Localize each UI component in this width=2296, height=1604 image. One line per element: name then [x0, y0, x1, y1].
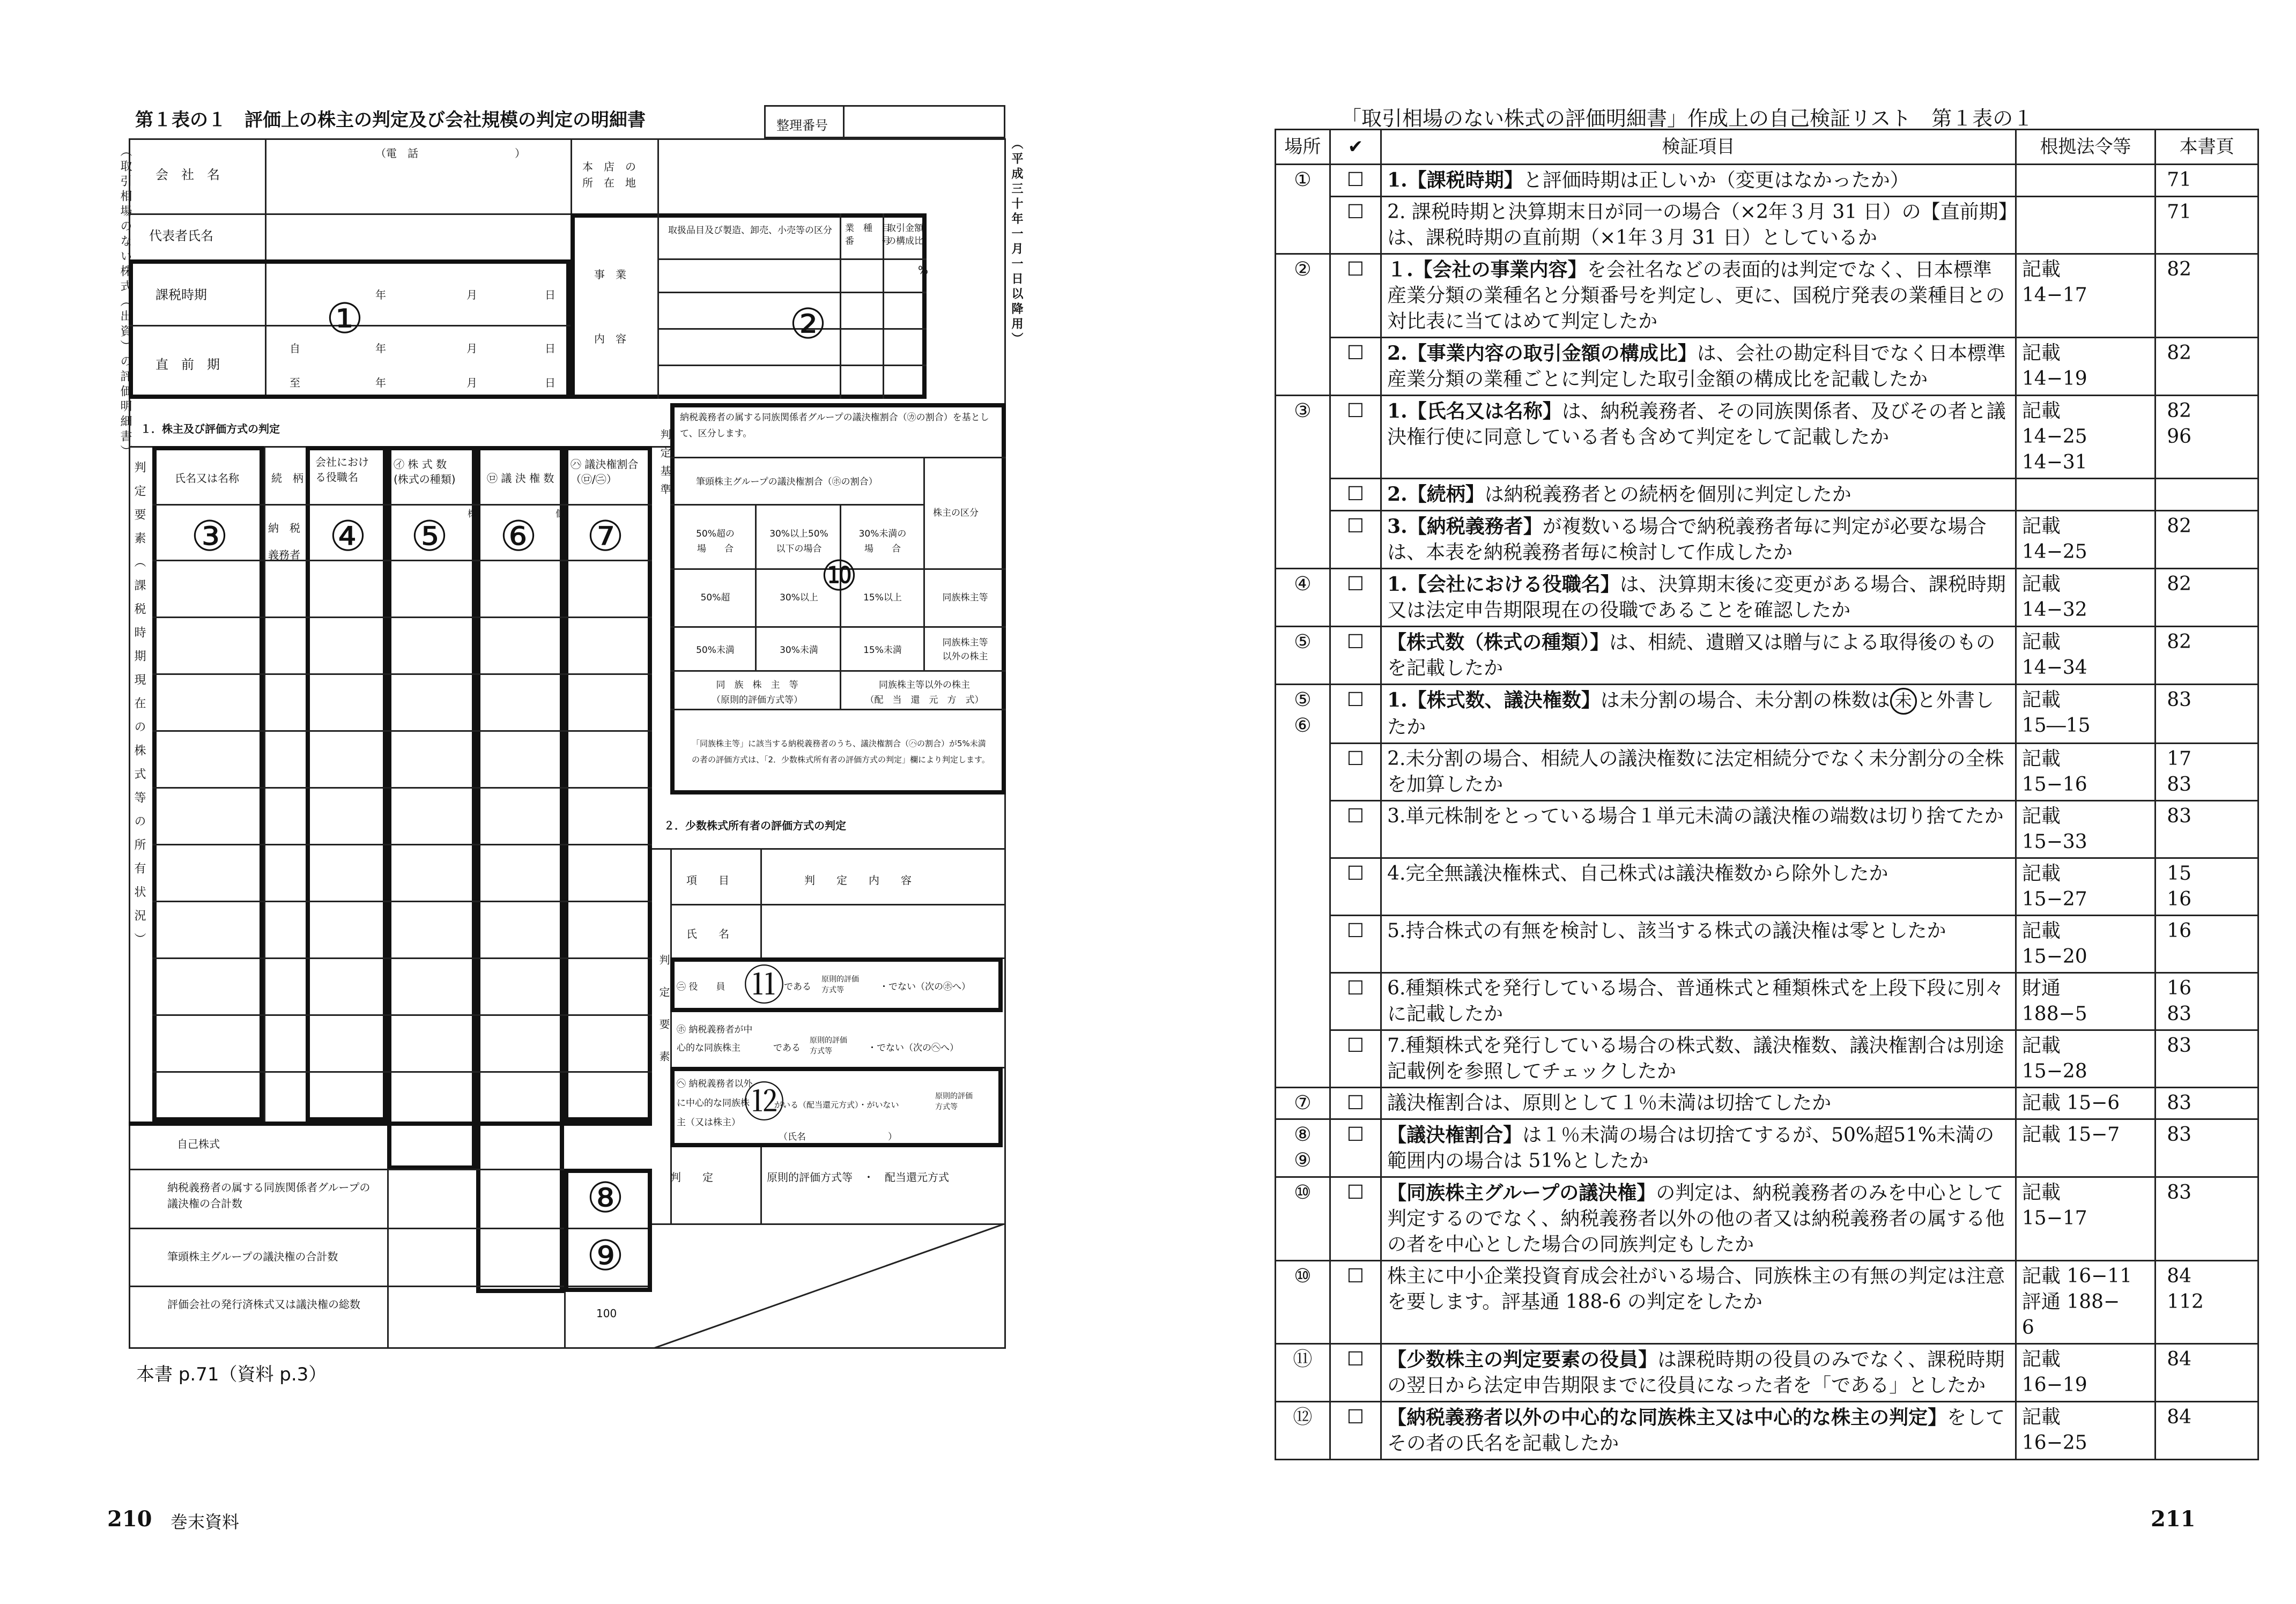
- item-text: は、決算期末後に変更がある場合、課税時期又は法定申告期限現在の役職であることを確認したか: [1387, 574, 2006, 621]
- check-item: [1381, 396, 2016, 479]
- law-reference: 記載 15−7: [2016, 1119, 2155, 1177]
- check-cell: [1330, 479, 1381, 511]
- to-label: 至: [290, 376, 300, 389]
- taxpayer-label: 納 税 義務者: [268, 522, 300, 561]
- checklist-row: [1276, 1030, 2258, 1088]
- item-keyword: 【議決権割合】: [1387, 1124, 1523, 1146]
- ratio-r2-c3: 15%未満: [863, 645, 902, 656]
- col-relation-header: 続 柄: [271, 472, 303, 485]
- check-item: [1381, 1088, 2016, 1119]
- law-reference: 記載 15−16: [2016, 744, 2155, 801]
- header-page: 本書頁: [2156, 130, 2258, 165]
- check-cell: [1330, 1030, 1381, 1088]
- check-box[interactable]: ☐: [1346, 1182, 1365, 1204]
- check-box[interactable]: ☐: [1346, 400, 1365, 422]
- ratio-r1-class: 同族株主等: [942, 592, 988, 603]
- book-page: 82: [2156, 338, 2258, 396]
- judge-result-2: 同族株主等以外の株主 （配 当 還 元 方 式）: [865, 680, 984, 706]
- check-item: [1381, 1344, 2016, 1402]
- item-text: 5.持合株式の有無を検討し、該当する株式の議決権は零としたか: [1387, 920, 1946, 942]
- top-group-votes-label: 筆頭株主グループの議決権の合計数: [167, 1250, 338, 1263]
- item-text: は納税義務者との続柄を個別に判定したか: [1484, 484, 1851, 506]
- ratio-r2-c2: 30%未満: [780, 645, 818, 656]
- item-text: 2.未分割の場合、相続人の議決権数に法定相続分でなく未分割分の全株を加算したか: [1387, 748, 2004, 796]
- check-box[interactable]: ☐: [1346, 258, 1365, 280]
- item-text: は、相続、遺贈又は贈与による取得後のものを記載したか: [1387, 632, 1996, 679]
- item-keyword: 1.【氏名又は名称】: [1387, 400, 1562, 422]
- place-marker: ①: [1276, 165, 1330, 254]
- judge-title: 納税義務者の属する同族関係者グループの議決権割合（㋕の割合）を基として、区分します。: [680, 412, 989, 439]
- company-name-label: 会 社 名: [155, 167, 220, 182]
- form-title: 第１表の１ 評価上の株主の判定及び会社規模の判定の明細書: [135, 109, 646, 131]
- s2-principle-1: 原則的評価方式等: [821, 975, 859, 994]
- left-page-number: 210: [107, 1506, 152, 1532]
- checklist-row: [1276, 338, 2258, 396]
- item-keyword: 2.【続柄】: [1387, 483, 1485, 506]
- checklist-row: [1276, 627, 2258, 685]
- check-box[interactable]: ☐: [1346, 1092, 1365, 1114]
- day-label-3: 日: [545, 376, 556, 389]
- item-text: の判定は、納税義務者のみを中心として判定するのでなく、納税義務者以外の他の者又は納税義務者の属する他の者を中心とした場合の同族判定もしたか: [1387, 1182, 2005, 1256]
- checklist-row: [1276, 1088, 2258, 1119]
- book-page: 82: [2156, 254, 2258, 338]
- ratio-col-3: 30%未満の 場 合: [858, 529, 907, 554]
- check-box[interactable]: ☐: [1346, 1035, 1365, 1057]
- group-votes-label: 納税義務者の属する同族関係者グループの議決権の合計数: [167, 1181, 371, 1210]
- section1-title: １．株主及び評価方式の判定: [140, 422, 280, 435]
- place-marker: ⑩: [1276, 1177, 1330, 1261]
- law-reference: 財通 188−5: [2016, 973, 2155, 1030]
- item-text: は、納税義務者、その同族関係者、及びその者と議決権行使に同意している者も含めて判定をして記載したか: [1387, 400, 2006, 448]
- s2-item-header: 項 目: [686, 874, 729, 887]
- item-keyword: １.【会社の事業内容】: [1387, 258, 1587, 281]
- year-label-2: 年: [375, 342, 386, 355]
- place-marker: ⑫: [1276, 1402, 1330, 1460]
- book-page: 82 96: [2156, 396, 2258, 479]
- check-box[interactable]: ☐: [1346, 631, 1365, 653]
- col-votes-header: ㋺ 議 決 権 数: [487, 472, 554, 485]
- book-page: 16 83: [2156, 973, 2258, 1030]
- s2-name-label: 氏 名: [686, 927, 729, 940]
- marker-7: ⑦: [587, 513, 624, 561]
- law-reference: 記載 15−27: [2016, 858, 2155, 916]
- check-item: [1381, 744, 2016, 801]
- check-item: [1381, 569, 2016, 627]
- law-reference: 記載 15−20: [2016, 916, 2155, 973]
- check-cell: [1330, 1344, 1381, 1402]
- judge-result-1: 同 族 株 主 等 （原則的評価方式等）: [712, 680, 803, 706]
- check-cell: [1330, 685, 1381, 744]
- form-caption: 本書 p.71（資料 p.3）: [136, 1364, 327, 1385]
- check-item: [1381, 1261, 2016, 1344]
- checklist-row: [1276, 744, 2258, 801]
- marker-11: ⑪: [743, 962, 786, 1010]
- check-item: [1381, 858, 2016, 916]
- check-item: [1381, 165, 2016, 197]
- book-page: 15 16: [2156, 858, 2258, 916]
- item-text: は、会社の勘定科目でなく日本標準産業分類の業種ごとに判定した取引金額の構成比を記載したか: [1387, 343, 2006, 390]
- check-item: [1381, 973, 2016, 1030]
- section2-title: ２．少数株式所有者の評価方式の判定: [664, 819, 846, 832]
- from-label: 自: [290, 342, 300, 355]
- check-cell: [1330, 973, 1381, 1030]
- law-reference: 記載 14−34: [2016, 627, 2155, 685]
- check-cell: [1330, 744, 1381, 801]
- checklist-row: [1276, 1261, 2258, 1344]
- representative-label: 代表者氏名: [149, 228, 213, 243]
- check-cell: [1330, 1402, 1381, 1460]
- marker-2: ②: [789, 300, 827, 348]
- check-item: [1381, 1402, 2016, 1460]
- item-text: は課税時期の役員のみでなく、課税時期の翌日から法定申告期限までに役員になった者を「である」としたか: [1387, 1349, 2005, 1397]
- item-text: は１％未満の場合は切捨てするが、50%超51%未満の範囲内の場合は 51%としたか: [1387, 1124, 1995, 1172]
- year-label-3: 年: [375, 376, 386, 389]
- item-text: をしてその者の氏名を記載したか: [1387, 1407, 2005, 1454]
- law-reference: 記載 15−6: [2016, 1088, 2155, 1119]
- s2-not-1: ・でない（次の㋭へ）: [879, 982, 971, 992]
- check-item: [1381, 511, 2016, 569]
- s2-officer-label: ㋥ 役 員: [677, 982, 725, 992]
- item-text: 議決権割合は、原則として１％未満は切捨てしたか: [1387, 1092, 1832, 1114]
- item-text: 3.単元株制をとっている場合１単元未満の議決権の端数は切り捨てたか: [1387, 805, 2004, 827]
- law-reference: 記載 15―15: [2016, 685, 2155, 744]
- check-item: [1381, 479, 2016, 511]
- law-reference: 記載 16−25: [2016, 1402, 2155, 1460]
- check-box[interactable]: ☐: [1346, 483, 1365, 505]
- checklist-row: [1276, 165, 2258, 197]
- check-box[interactable]: ☐: [1346, 689, 1365, 711]
- seiri-label: 整理番号: [776, 118, 828, 133]
- book-page: 71: [2156, 165, 2258, 197]
- checklist-table: [1275, 129, 2259, 1460]
- judge-note: 「同族株主等」に該当する納税義務者のうち、議決権割合（㋩の割合）が5%未満の者の評価方式は、「2．少数株式所有者の評価方式の判定」欄により判定します。: [692, 739, 990, 764]
- check-item: [1381, 627, 2016, 685]
- place-marker: ②: [1276, 254, 1330, 396]
- check-box[interactable]: ☐: [1346, 748, 1365, 770]
- checklist-row: [1276, 685, 2258, 744]
- check-item: [1381, 254, 2016, 338]
- marker-8: ⑧: [587, 1174, 624, 1222]
- year-label: 年: [375, 288, 386, 301]
- check-box[interactable]: ☐: [1346, 1124, 1365, 1146]
- check-cell: [1330, 1261, 1381, 1344]
- mi-circle-mark: 未: [1890, 688, 1917, 715]
- s2-central-label: ㋭ 納税義務者が中心的な同族株主: [677, 1024, 753, 1053]
- header-item: 検証項目: [1381, 130, 2016, 165]
- book-page: 83: [2156, 1030, 2258, 1088]
- check-cell: [1330, 801, 1381, 858]
- check-box[interactable]: ☐: [1346, 1265, 1365, 1287]
- marker-3: ③: [191, 513, 228, 561]
- item-text: 株主に中小企業投資育成会社がいる場合、同族株主の有無の判定は注意を要します。評基通 188-6 の判定をしたか: [1387, 1265, 2005, 1313]
- check-item: [1381, 1177, 2016, 1261]
- law-reference: 記載 14−25: [2016, 511, 2155, 569]
- law-reference: 記載 16−11 評通 188− 6: [2016, 1261, 2155, 1344]
- industry-no-label: 業 種 目 番 号: [845, 223, 891, 247]
- item-text: 6.種類株式を発行している場合、普通株式と種類株式を上段下段に別々に記載したか: [1387, 977, 2004, 1025]
- item-keyword: 3.【納税義務者】: [1387, 515, 1543, 538]
- item-keyword: 【株式数（株式の種類）】: [1387, 631, 1610, 654]
- place-marker: ④: [1276, 569, 1330, 627]
- diagonal-line: [652, 1223, 1006, 1349]
- col-votes-box: [476, 446, 564, 1293]
- law-reference: [2016, 197, 2155, 254]
- check-item: [1381, 685, 2016, 744]
- law-reference: 記載 15−33: [2016, 801, 2155, 858]
- tax-period-label: 課税時期: [155, 287, 207, 302]
- item-text: 7.種類株式を発行している場合の株式数、議決権数、議決権割合は別途記載例を参照してチェックしたか: [1387, 1035, 2004, 1082]
- book-page: 83: [2156, 685, 2258, 744]
- check-cell: [1330, 1088, 1381, 1119]
- s2-not-2: ・でない（次の㋬へ）: [868, 1043, 959, 1053]
- item-text: と評価時期は正しいか（変更はなかったか）: [1523, 169, 1909, 191]
- item-keyword: 【少数株主の判定要素の役員】: [1387, 1348, 1658, 1371]
- marker-10: ⑩: [820, 552, 858, 600]
- ratio-r2-class: 同族株主等 以外の株主: [942, 637, 988, 662]
- law-reference: 記載 15−17: [2016, 1177, 2155, 1261]
- item-keyword: 1.【株式数、議決権数】: [1387, 689, 1601, 711]
- judge-elements-label: 判定要素（課税時期現在の株式等の所有状況）: [132, 461, 146, 956]
- checklist-row: [1276, 197, 2258, 254]
- item-text: 2. 課税時期と決算期末日が同一の場合（×2年３月 31 日）の【直前期】は、課税時期の直前期（×1年３月 31 日）としているか: [1387, 201, 2008, 249]
- checklist-body: [1276, 165, 2258, 1460]
- law-reference: [2016, 165, 2155, 197]
- marker-9: ⑨: [587, 1232, 624, 1280]
- check-box[interactable]: ☐: [1346, 201, 1365, 223]
- item-text-2: と外書したか: [1387, 689, 1994, 738]
- s2-iru: がいる（配当還元方式）・がいない: [774, 1100, 899, 1110]
- checklist-row: [1276, 858, 2258, 916]
- phone-label: （電 話 ）: [375, 147, 525, 160]
- book-page: 82: [2156, 627, 2258, 685]
- check-box[interactable]: ☐: [1346, 977, 1365, 999]
- ratio-r1-c3: 15%以上: [863, 592, 902, 603]
- right-page: [1148, 0, 2296, 1604]
- check-box[interactable]: ☐: [1346, 169, 1365, 191]
- check-cell: [1330, 916, 1381, 973]
- book-page: 84: [2156, 1344, 2258, 1402]
- check-item: [1381, 801, 2016, 858]
- ratio-r1-c2: 30%以上: [780, 592, 818, 603]
- item-keyword: 2.【事業内容の取引金額の構成比】: [1387, 342, 1697, 365]
- check-box[interactable]: ☐: [1346, 342, 1365, 364]
- item-text: は未分割の場合、未分割の株数は: [1600, 689, 1890, 711]
- prev-period-label: 直 前 期: [155, 357, 220, 372]
- s2-vertical-label: 判定要素: [657, 954, 670, 1083]
- check-item: [1381, 197, 2016, 254]
- place-marker: ⑪: [1276, 1344, 1330, 1402]
- check-item: [1381, 916, 2016, 973]
- header-law: 根拠法令等: [2016, 130, 2155, 165]
- check-cell: [1330, 165, 1381, 197]
- checklist-row: [1276, 1402, 2258, 1460]
- left-page-label: 巻末資料: [171, 1512, 240, 1532]
- total-votes-label: 評価会社の発行済株式又は議決権の総数: [167, 1298, 360, 1311]
- s2-principle-3: 原則的評価方式等: [935, 1092, 973, 1111]
- marker-1: ①: [326, 295, 364, 343]
- checklist-row: [1276, 479, 2258, 511]
- check-box[interactable]: ☐: [1346, 805, 1365, 827]
- month-label-3: 月: [466, 376, 477, 389]
- header-place: 場所: [1276, 130, 1330, 165]
- s2-principle-2: 原則的評価方式等: [810, 1036, 847, 1056]
- checklist-row: [1276, 396, 2258, 479]
- checklist-row: [1276, 1119, 2258, 1177]
- s2-content-header: 判 定 内 容: [804, 874, 912, 887]
- place-marker: ⑤ ⑥: [1276, 685, 1330, 1088]
- book-page: 83: [2156, 1177, 2258, 1261]
- col-shares-header: ㋑ 株 式 数 (株式の種類): [394, 458, 456, 486]
- book-page: 17 83: [2156, 744, 2258, 801]
- check-box[interactable]: ☐: [1346, 1406, 1365, 1428]
- s2-aru-2: である: [773, 1043, 801, 1053]
- item-keyword: 1.【会社における役職名】: [1387, 573, 1620, 596]
- book-page: 83: [2156, 1119, 2258, 1177]
- check-box[interactable]: ☐: [1346, 515, 1365, 537]
- marker-12: ⑫: [743, 1079, 786, 1127]
- checklist-header-row: [1276, 130, 2258, 165]
- checklist-row: [1276, 1177, 2258, 1261]
- item-keyword: 1.【課税時期】: [1387, 169, 1523, 191]
- item-text: を会社名などの表面的は判定でなく、日本標準産業分類の業種名と分類番号を判定し、更に、国税庁発表の業種目との対比表に当てはめて判定したか: [1387, 259, 2005, 332]
- ratio-col-2: 30%以上50% 以下の場合: [769, 529, 828, 554]
- top-group-ratio-label: 筆頭株主グループの議決権割合（㋭の割合）: [696, 477, 878, 487]
- day-label: 日: [545, 288, 556, 301]
- col-position-header: 会社におけ る役職名: [315, 456, 369, 484]
- check-box[interactable]: ☐: [1346, 573, 1365, 595]
- place-marker: ③: [1276, 396, 1330, 569]
- place-marker: ⑩: [1276, 1261, 1330, 1344]
- book-page: 84: [2156, 1402, 2258, 1460]
- month-label: 月: [466, 288, 477, 301]
- s2-aru-1: である: [784, 982, 811, 992]
- col-name-header: 氏名又は名称: [175, 472, 239, 485]
- book-page: [2156, 479, 2258, 511]
- law-reference: [2016, 479, 2155, 511]
- law-reference: 記載 15−28: [2016, 1030, 2155, 1088]
- s2-judge-result: 原則的評価方式等 ・ 配当還元方式: [767, 1171, 949, 1184]
- marker-4: ④: [329, 513, 367, 561]
- law-reference: 記載 14−19: [2016, 338, 2155, 396]
- ratio-r2-c1: 50%未満: [696, 645, 735, 656]
- unit-kabu: 株: [468, 509, 477, 519]
- col-ratio-header: ㋩ 議決権割合 （㋺/㋥）: [571, 458, 639, 486]
- check-cell: [1330, 858, 1381, 916]
- item-keyword: 【同族株主グループの議決権】: [1387, 1182, 1656, 1204]
- side-vertical-left: （取引相場のない株式（出資）の評価明細書）: [118, 145, 132, 460]
- month-label-2: 月: [466, 342, 477, 355]
- check-cell: [1330, 396, 1381, 479]
- checklist-row: [1276, 254, 2258, 338]
- business-header: 取扱品目及び製造、卸売、小売等の区分: [668, 225, 832, 236]
- item-text: が複数いる場合で納税義務者毎に判定が必要な場合は、本表を納税義務者毎に検討して作成したか: [1387, 516, 1987, 563]
- own-stock-label: 自己株式: [177, 1138, 220, 1150]
- checklist-row: [1276, 973, 2258, 1030]
- s2-judge-label: 判 定: [670, 1171, 713, 1184]
- check-cell: [1330, 569, 1381, 627]
- place-marker: ⑦: [1276, 1088, 1330, 1119]
- book-page: 82: [2156, 569, 2258, 627]
- check-box[interactable]: ☐: [1346, 863, 1365, 885]
- checklist-row: [1276, 801, 2258, 858]
- marker-6: ⑥: [500, 513, 537, 561]
- check-box[interactable]: ☐: [1346, 920, 1365, 942]
- percent-mark: %: [918, 264, 929, 277]
- header-check: ✔: [1330, 130, 1381, 165]
- check-cell: [1330, 627, 1381, 685]
- law-reference: 記載 14−25 14−31: [2016, 396, 2155, 479]
- checklist-title: 「取引相場のない株式の評価明細書」作成上の自己検証リスト 第１表の１: [1341, 107, 2034, 130]
- book-page: 83: [2156, 801, 2258, 858]
- checklist-row: [1276, 1344, 2258, 1402]
- sales-ratio-label: 取引金額 の構成比: [887, 223, 923, 247]
- content-label: 内 容: [594, 332, 626, 345]
- item-text: 4.完全無議決権株式、自己株式は議決権数から除外したか: [1387, 863, 1888, 885]
- s2-other-label: ㋬ 納税義務者以外に中心的な同族株主（又は株主）: [677, 1079, 753, 1128]
- checklist-row: [1276, 511, 2258, 569]
- business-label: 事 業: [594, 268, 626, 281]
- checklist-row: [1276, 916, 2258, 973]
- check-cell: [1330, 511, 1381, 569]
- book-page: 16: [2156, 916, 2258, 973]
- place-marker: ⑧ ⑨: [1276, 1119, 1330, 1177]
- head-office-label: 本 店 の 所 在 地: [582, 160, 636, 189]
- right-page-number: 211: [2151, 1506, 2196, 1532]
- check-cell: [1330, 254, 1381, 338]
- shareholder-class-header: 株主の区分: [933, 508, 979, 518]
- s2-shimei: （氏名 ）: [779, 1132, 897, 1142]
- place-marker: ⑤: [1276, 627, 1330, 685]
- check-item: [1381, 1030, 2016, 1088]
- ratio-col-1: 50%超の 場 合: [696, 529, 735, 554]
- checklist-row: [1276, 569, 2258, 627]
- law-reference: 記載 16−19: [2016, 1344, 2155, 1402]
- check-item: [1381, 338, 2016, 396]
- law-reference: 記載 14−32: [2016, 569, 2155, 627]
- check-cell: [1330, 1177, 1381, 1261]
- check-cell: [1330, 197, 1381, 254]
- book-page: 84 112: [2156, 1261, 2258, 1344]
- book-page: 71: [2156, 197, 2258, 254]
- hundred-value: 100: [596, 1307, 617, 1320]
- side-vertical-right: （平成三十年一月一日以降用）: [1010, 137, 1023, 347]
- marker-5: ⑤: [411, 513, 448, 561]
- book-page: 83: [2156, 1088, 2258, 1119]
- check-box[interactable]: ☐: [1346, 1348, 1365, 1370]
- judge-vertical-label: 判定基準: [658, 429, 671, 502]
- check-item: [1381, 1119, 2016, 1177]
- ratio-r1-c1: 50%超: [700, 592, 730, 603]
- day-label-2: 日: [545, 342, 556, 355]
- law-reference: 記載 14−17: [2016, 254, 2155, 338]
- check-cell: [1330, 338, 1381, 396]
- item-keyword: 【納税義務者以外の中心的な同族株主又は中心的な株主の判定】: [1387, 1406, 1947, 1429]
- book-page: 82: [2156, 511, 2258, 569]
- check-cell: [1330, 1119, 1381, 1177]
- unit-ko: 個: [556, 509, 565, 519]
